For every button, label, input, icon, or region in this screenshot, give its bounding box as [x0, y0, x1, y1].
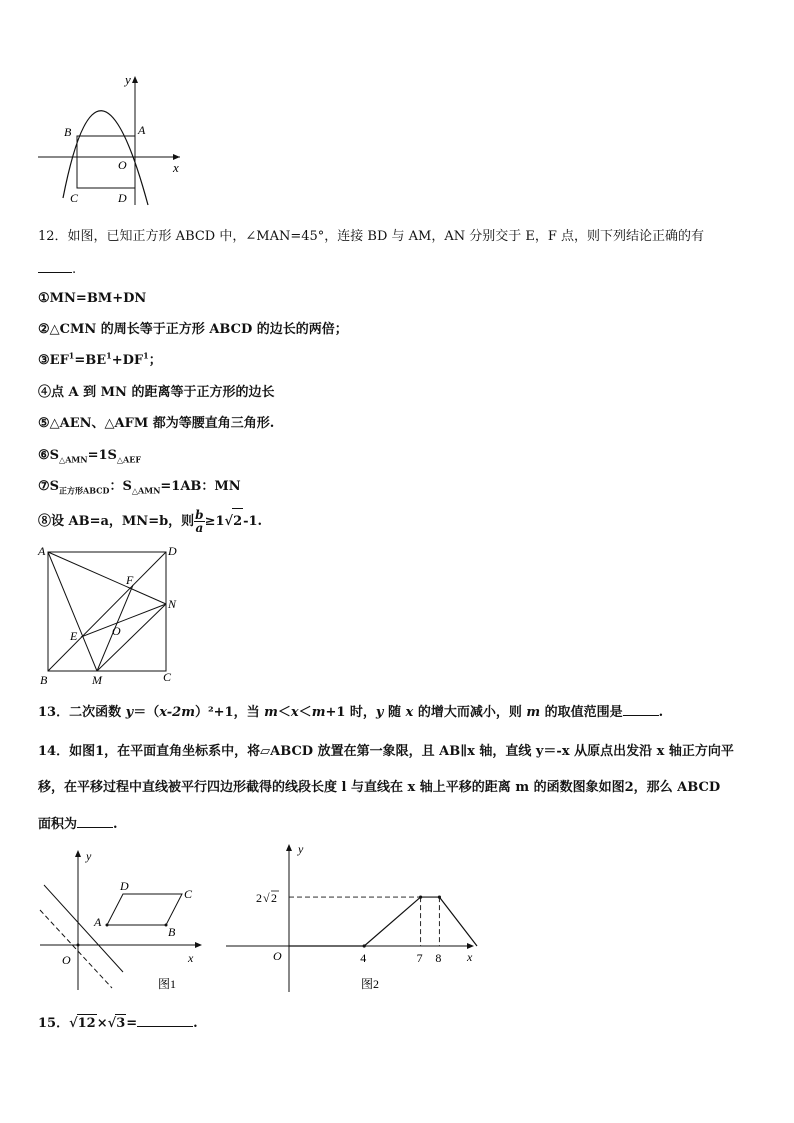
q15-answer-blank[interactable]: [137, 1014, 193, 1027]
q13-text-g: ）²+1，当: [194, 705, 265, 720]
fraction-denominator: a: [195, 521, 204, 535]
sqrt-2: 2: [232, 508, 243, 535]
q13-var-x2: x: [290, 705, 299, 720]
q12-item-3-sup3: 1: [143, 350, 149, 361]
figure-2-graph: [222, 840, 482, 1000]
q12-suffix: .: [72, 262, 77, 277]
fraction-b-over-a: [194, 509, 204, 534]
sqrt-3: 3: [116, 1016, 126, 1031]
square-abcd-figure: [30, 540, 190, 690]
q12-item-4: ④点 A 到 MN 的距离等于正方形的边长: [38, 385, 275, 400]
fig2-point: [419, 895, 422, 898]
q12-item-7-c: =1AB：MN: [160, 479, 241, 494]
q13-text-e: -2: [166, 705, 182, 720]
fig1-point-B: B: [168, 925, 176, 939]
q12-item-3-d: ；: [148, 353, 162, 368]
fig1-origin-label: O: [62, 953, 71, 967]
q14-line-3-text: 面积为: [38, 817, 78, 832]
q12-item-6: [38, 447, 141, 465]
q13-var-x3: x: [405, 705, 414, 720]
q12-prefix: 12．如图，已知正方形 ABCD 中，∠MAN=45°，连接 BD 与 AM，AN 分别交于 E，F 点，则下列结论正确的有: [38, 229, 705, 244]
point-D-label: D: [118, 191, 127, 205]
q12-item-8-c: -1.: [243, 514, 263, 529]
q12-item-7-b: ：S: [109, 479, 132, 494]
q13-var-y: y: [125, 705, 134, 720]
q13-var-m4: m: [526, 705, 541, 720]
fig2-y-label: y: [298, 842, 304, 856]
q13-text-a: 13．二次函数: [38, 705, 126, 720]
fig2-x-tick-label: 4: [360, 951, 367, 965]
square-label-A: A: [38, 544, 46, 558]
q12-item-8-b: ≥1: [204, 514, 225, 529]
fig2-x-label: x: [467, 950, 473, 964]
fig1-point-A: A: [94, 915, 102, 929]
square-label-F: F: [126, 573, 134, 587]
q12-item-3-c: +DF: [111, 353, 144, 368]
square-label-O: O: [112, 624, 121, 638]
q13-text-c: ＝（: [133, 705, 160, 720]
q12-item-3-sup1: 1: [68, 350, 75, 361]
q14-answer-blank[interactable]: [77, 815, 113, 828]
q12-item-5: ⑤△AEN、△AFM 都为等腰直角三角形.: [38, 416, 275, 431]
fig2-origin-label: O: [273, 949, 282, 963]
fig1-point-C: C: [184, 887, 193, 901]
q13-text-i: ＜: [277, 705, 291, 720]
q13-var-m1: m: [181, 705, 195, 720]
fig2-ymark-rad: 2: [271, 891, 277, 905]
q14-line-3: [38, 815, 118, 834]
q15-end: .: [193, 1016, 198, 1031]
square-label-D: D: [168, 544, 177, 558]
fig2-plot: [289, 895, 477, 965]
parabola-rectangle-figure: [30, 70, 190, 210]
fig2-point: [438, 895, 441, 898]
q12-item-8-a: ⑧设 AB=a，MN=b，则: [38, 514, 195, 529]
fig2-caption: 图2: [361, 977, 380, 991]
q12-item-6-sub2: △AEF: [116, 454, 142, 465]
q13-var-x: x: [159, 705, 167, 720]
q13-text-t: .: [658, 705, 664, 720]
fig2-ymark-sqrt: √: [263, 891, 270, 905]
q12-prompt: [38, 228, 704, 246]
fig1-caption: 图1: [158, 977, 177, 991]
q14-line-2: 移，在平移过程中直线被平行四边形截得的线段长度 l 与直线在 x 轴上平移的距离 m 的函数图象如图2，那么 ABCD: [38, 780, 721, 795]
sqrt-12: 12: [77, 1016, 96, 1031]
fraction-numerator: b: [195, 508, 204, 522]
q14-line-1: 14．如图1，在平面直角坐标系中，将▱ABCD 放置在第一象限，且 AB∥x 轴，直线 y＝-x 从原点出发沿 x 轴正方向平: [38, 744, 734, 759]
q13-answer-blank[interactable]: [623, 703, 659, 716]
fig1-x-label: x: [188, 951, 194, 965]
fig1-point-D: D: [120, 879, 129, 893]
square-label-M: M: [92, 673, 102, 687]
q15-prompt: 15．√12×√3= .: [38, 1016, 198, 1031]
q12-item-7-sub2: △AMN: [131, 485, 161, 496]
q13-prompt: [38, 703, 663, 722]
q13-text-m: +1 时，: [325, 705, 376, 720]
q12-item-7: [38, 478, 241, 496]
square-label-B: B: [40, 673, 48, 687]
q13-text-s: 的取值范围是: [540, 705, 623, 720]
fig2-x-tick-label: 7: [416, 951, 423, 965]
q14-line-3-end: .: [113, 817, 118, 832]
q12-item-6-b: =1S: [87, 448, 117, 463]
q12-item-6-a: ⑥S: [38, 448, 60, 463]
fig2-series-line: [289, 897, 477, 946]
square-label-N: N: [168, 597, 177, 611]
q15-prefix: 15．: [38, 1016, 70, 1031]
figure-1: [30, 840, 210, 1000]
x-axis-label: x: [173, 160, 179, 175]
square-label-C: C: [163, 670, 172, 684]
q13-text-k: ＜: [298, 705, 312, 720]
q12-item-2: ②△CMN 的周长等于正方形 ABCD 的边长的两倍；: [38, 322, 348, 337]
q13-text-o: 随: [383, 705, 406, 720]
q15-equals: =: [126, 1016, 138, 1031]
q15-times: ×: [96, 1016, 108, 1031]
fig2-x-tick-label: 8: [435, 951, 442, 965]
origin-label: O: [118, 158, 127, 172]
point-C-label: C: [70, 191, 79, 205]
point-A-label: A: [138, 123, 146, 137]
point-B-label: B: [64, 125, 72, 139]
y-axis-label: y: [125, 72, 131, 87]
fig2-ymark-coef: 2: [256, 891, 262, 905]
q12-item-7-a: ⑦S: [38, 479, 60, 494]
square-label-E: E: [70, 629, 78, 643]
q13-var-m2: m: [264, 705, 278, 720]
q13-text-q: 的增大而减小，则: [413, 705, 527, 720]
q12-answer-line: [38, 260, 76, 279]
q12-item-8: ⑧设 AB=a，MN=b，则 $\frac{b}{a}$ ≥1√2-1.: [38, 508, 263, 535]
q12-item-3-b: =BE: [74, 353, 107, 368]
q12-item-7-sub1: 正方形ABCD: [59, 485, 110, 496]
q12-item-1: ①MN=BM+DN: [38, 291, 147, 306]
q13-var-m3: m: [311, 705, 326, 720]
q12-item-3: $③EF^1=BE^1+DF^1$；: [38, 350, 162, 368]
q13-var-y2: y: [375, 705, 384, 720]
q12-answer-blank[interactable]: [38, 260, 72, 273]
q12-item-6-sub1: △AMN: [59, 454, 88, 465]
fig2-point: [363, 944, 366, 947]
fig1-y-label: y: [86, 849, 92, 863]
q12-item-3-sup2: 1: [106, 350, 112, 361]
